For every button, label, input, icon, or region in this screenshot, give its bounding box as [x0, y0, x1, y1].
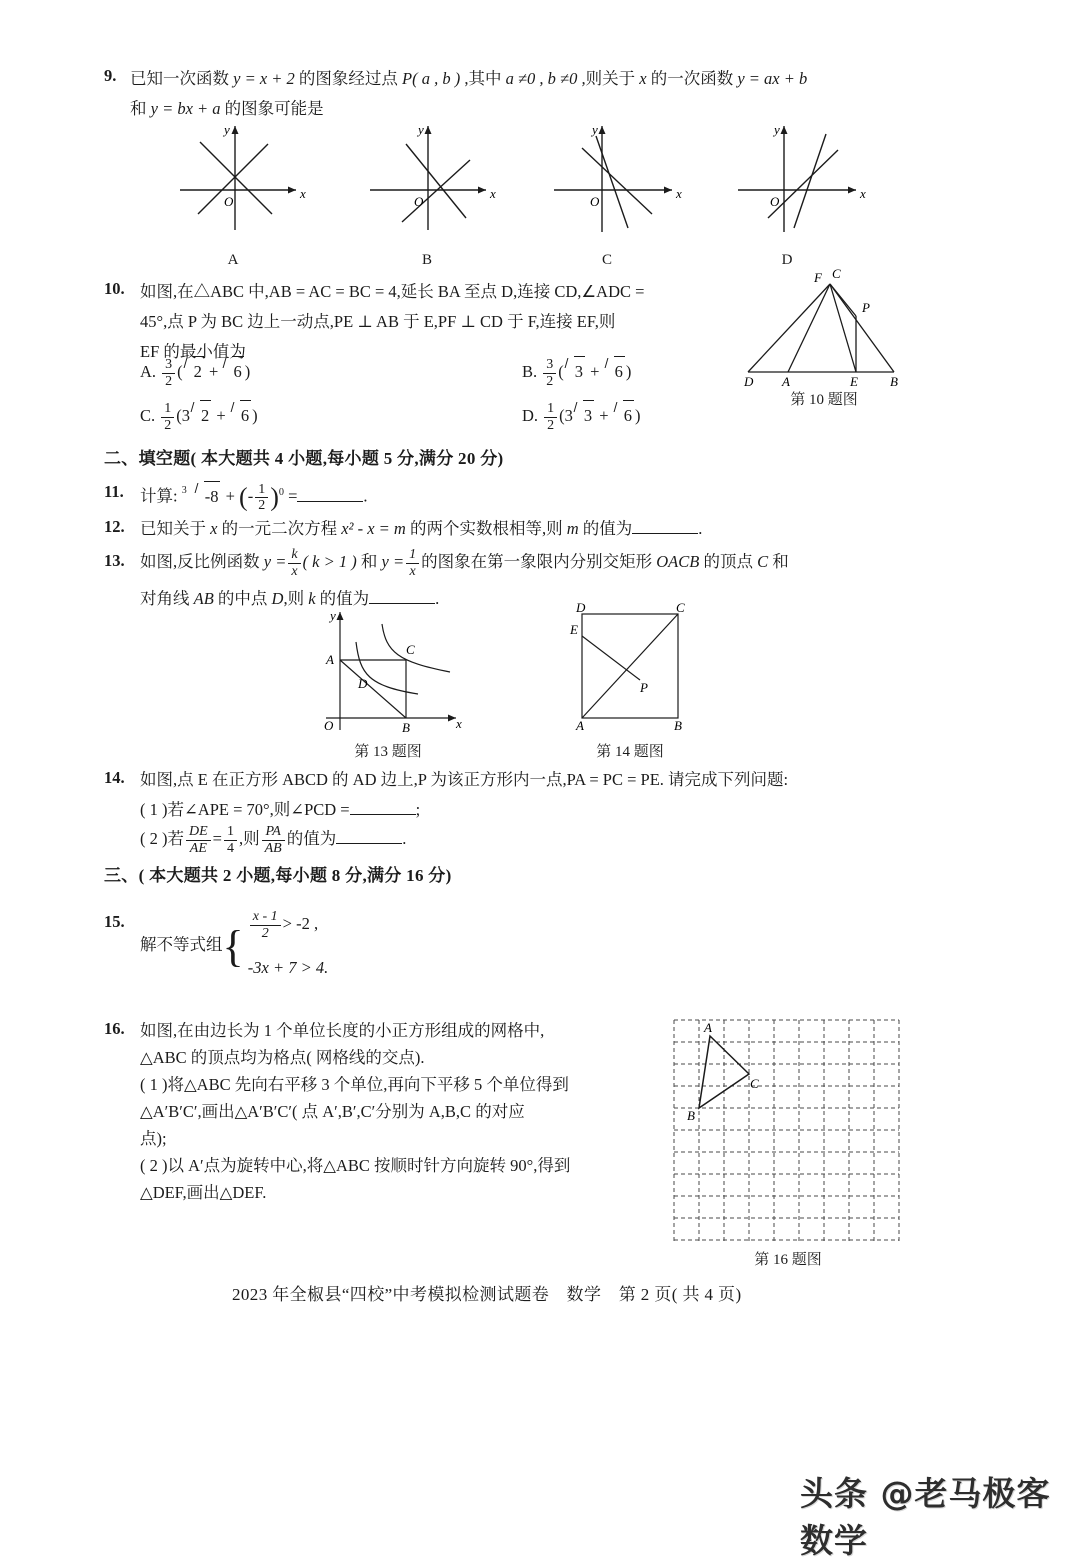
- question-9-number: 9.: [104, 66, 117, 85]
- q12-text-c: 的两个实数根相等,则: [405, 519, 567, 538]
- question-14-sub1: [140, 795, 420, 825]
- question-11-number: 11.: [104, 482, 124, 501]
- question-16-line1: 如图,在由边长为 1 个单位长度的小正方形组成的网格中,: [140, 1021, 545, 1040]
- q10-opt-d-key: D.: [522, 406, 539, 425]
- q14-label-D: D: [576, 600, 586, 615]
- q14-sub2-tail: .: [402, 829, 407, 848]
- q13-fraction-k-x: $\frac{k}{x}$: [288, 547, 300, 579]
- q13-answer-blank[interactable]: [369, 588, 435, 604]
- q13-mid-d: D: [271, 589, 284, 608]
- q9-text-b: 的图象经过点: [294, 69, 403, 88]
- q9b-origin-label: O: [414, 194, 424, 209]
- q9c-origin-label: O: [590, 194, 600, 209]
- q13-figure-caption: 第 13 题图: [354, 744, 422, 760]
- q10-opt-b-coef: $\frac{3}{2}$: [543, 357, 556, 389]
- page-footer: 2023 年全椒县“四校”中考模拟检测试题卷 数学 第 2 页( 共 4 页): [232, 1285, 742, 1304]
- q14-sub2-text-c: 的值为: [286, 829, 337, 848]
- q13-text-c: 的图象在第一象限内分别交矩形: [421, 552, 657, 571]
- q11-cube-root: 3 -8: [182, 481, 222, 512]
- q9-eq1: y = x + 2: [233, 69, 295, 88]
- q13-y-label: y: [330, 608, 336, 623]
- q14-label-B: B: [674, 718, 682, 733]
- q9c-y-label: y: [592, 122, 598, 137]
- q13-x-label: x: [456, 716, 462, 731]
- q13-label-O: O: [324, 718, 334, 733]
- q9-text-c: ,其中: [460, 69, 506, 88]
- q9-graph-c: [548, 118, 688, 238]
- q14-label-E: E: [570, 622, 578, 637]
- q10-label-B: B: [890, 374, 898, 389]
- q10-opt-b-rad1: 3: [565, 356, 585, 387]
- question-10-number: 10.: [104, 279, 125, 298]
- q13-line2-c: ,则: [283, 589, 309, 608]
- q10-opt-a-rad1: 2: [184, 356, 204, 387]
- q13-line2-a: 对角线: [140, 589, 194, 608]
- q15-inequality-2: -3x + 7 > 4.: [247, 958, 329, 978]
- q9-choice-label-a: A: [227, 252, 239, 268]
- q10-label-F: F: [814, 270, 822, 285]
- q13-figure: [306, 604, 466, 734]
- question-16-line3: ( 1 )将△ABC 先向右平移 3 个单位,再向下平移 5 个单位得到: [140, 1075, 569, 1094]
- q9-text-e: 的一次函数: [646, 69, 738, 88]
- q12-var-x: x: [210, 519, 218, 538]
- q9-graph-d: [732, 118, 872, 238]
- q12-text-b: 的一元二次方程: [217, 519, 342, 538]
- q10-label-A: A: [782, 374, 790, 389]
- question-10-line3: EF 的最小值为: [140, 342, 246, 361]
- q12-var-m: m: [566, 519, 579, 538]
- q13-text-a: 如图,反比例函数: [140, 552, 264, 571]
- q9-line2-eq: y = bx + a: [150, 99, 221, 118]
- q9-point-p: P( a , b ): [402, 69, 461, 88]
- q11-fraction: $\frac{1}{2}$: [255, 482, 268, 514]
- q16-figure: [670, 1016, 908, 1248]
- q10-opt-c-coef: $\frac{1}{2}$: [161, 401, 174, 433]
- q13-tail: .: [435, 589, 440, 608]
- q16-figure-caption: 第 16 题图: [754, 1252, 822, 1268]
- q15-inequality-1: $\frac{x - 1}{2}$ > -2 ,: [248, 909, 328, 941]
- q14-label-P: P: [640, 680, 648, 695]
- q16-label-C: C: [750, 1076, 759, 1091]
- question-14-line1: 如图,点 E 在正方形 ABCD 的 AD 边上,P 为该正方形内一点,PA = PC = PE. 请完成下列问题:: [140, 770, 789, 789]
- q9-choice-label-d: D: [781, 252, 793, 268]
- q9-var-x: x: [639, 69, 647, 88]
- q12-answer-blank[interactable]: [632, 518, 698, 534]
- q12-tail: .: [698, 519, 703, 538]
- question-12-body: [140, 514, 702, 544]
- q14-label-C: C: [676, 600, 685, 615]
- question-10-option-a[interactable]: A. $\frac{3}{2}$ ( 2 + 6 ): [140, 357, 251, 389]
- q9-eq2: y = ax + b: [737, 69, 808, 88]
- q13-y2-eq: y =: [381, 552, 405, 571]
- q9b-y-label: y: [418, 122, 424, 137]
- question-14-sub2: [140, 824, 406, 856]
- q13-text-d: 的顶点: [699, 552, 758, 571]
- q9-conditions: a ≠0 , b ≠0 ,: [505, 69, 586, 88]
- q10-label-E: E: [850, 374, 858, 389]
- question-13-number: 13.: [104, 551, 125, 570]
- q9a-y-label: y: [224, 122, 230, 137]
- q10-opt-c-pre: 3: [181, 406, 191, 425]
- q10-opt-b-rad2: 6: [605, 356, 625, 387]
- q14-sub2-text-b: ,则: [238, 829, 260, 848]
- q9-graph-a: [172, 118, 312, 238]
- q13-rect-name: OACB: [656, 552, 700, 571]
- q9-line2-b: 的图象可能是: [220, 99, 324, 118]
- q13-label-A: A: [326, 652, 334, 667]
- q11-tail: .: [363, 486, 368, 506]
- q12-text-d: 的值为: [578, 519, 633, 538]
- q9a-x-label: x: [300, 186, 306, 201]
- question-16-number: 16.: [104, 1019, 125, 1038]
- question-10-option-c[interactable]: C. $\frac{1}{2}$ (3 2 + 6 ): [140, 401, 258, 433]
- q10-opt-a-coef: $\frac{3}{2}$: [162, 357, 175, 389]
- q9a-origin-label: O: [224, 194, 234, 209]
- q12-equation: x² - x = m: [341, 519, 406, 538]
- q10-opt-a-key: A.: [140, 362, 157, 381]
- q13-condition: ( k > 1 ): [302, 552, 357, 571]
- q14-sub2-text-a: ( 2 )若: [140, 829, 184, 848]
- q13-text-b: 和: [356, 552, 382, 571]
- q10-opt-c-rad1: 2: [191, 400, 211, 431]
- q10-opt-c-rad2: 6: [231, 400, 251, 431]
- q13-var-k: k: [308, 589, 316, 608]
- question-16-line5: 点);: [140, 1129, 167, 1148]
- q10-opt-d-rad1: 3: [574, 400, 594, 431]
- q15-prefix: 解不等式组: [140, 934, 223, 954]
- q10-opt-d-rad2: 6: [614, 400, 634, 431]
- q9d-x-label: x: [860, 186, 866, 201]
- q13-line2-d: 的值为: [315, 589, 370, 608]
- q14-sub2-equals: =: [212, 829, 222, 848]
- q11-prefix: 计算:: [140, 486, 178, 506]
- q14-fraction-de-ae: $\frac{DE}{AE}$: [186, 824, 211, 856]
- watermark: 头条 @老马极客数学: [800, 1474, 1051, 1560]
- q9-choice-label-b: B: [421, 252, 432, 268]
- question-15-body: [140, 909, 328, 983]
- q11-answer-blank[interactable]: [297, 486, 363, 502]
- q14-sub1-blank[interactable]: [350, 799, 416, 815]
- q13-vertex-c: C: [757, 552, 769, 571]
- q16-label-A: A: [704, 1020, 712, 1035]
- q13-y-eq: y =: [263, 552, 287, 571]
- question-10-line2: 45°,点 P 为 BC 边上一动点,PE ⊥ AB 于 E,PF ⊥ CD 于 F,连接 EF,则: [140, 312, 616, 331]
- question-15-number: 15.: [104, 912, 125, 931]
- section-3-heading: 三、( 本大题共 2 小题,每小题 8 分,满分 16 分): [104, 866, 452, 885]
- q10-label-D: D: [744, 374, 754, 389]
- q14-sub1-tail: ;: [415, 800, 421, 819]
- q14-fraction-1-4: $\frac{1}{4}$: [224, 824, 237, 856]
- q11-exponent: 0: [278, 487, 284, 498]
- q13-diag-ab: AB: [193, 589, 214, 608]
- q11-minus: -: [247, 486, 254, 506]
- q10-opt-b-key: B.: [522, 362, 538, 381]
- question-16-line4: △A′B′C′,画出△A′B′C′( 点 A′,B′,C′分别为 A,B,C 的对应: [140, 1102, 525, 1121]
- q9d-y-label: y: [774, 122, 780, 137]
- q9-text-d: 则关于: [585, 69, 640, 88]
- q16-label-B: B: [687, 1108, 695, 1123]
- q10-opt-a-rad2: 6: [223, 356, 243, 387]
- q14-sub1-text: ( 1 )若∠APE = 70°,则∠PCD =: [140, 800, 350, 819]
- q15-frac-x-minus-1: $\frac{x - 1}{2}$: [250, 909, 281, 941]
- question-11-body: 计算: 3 -8 + (- $\frac{1}{2}$ )$^0$ = .: [140, 481, 368, 514]
- question-12-number: 12.: [104, 517, 125, 536]
- question-14-number: 14.: [104, 768, 125, 787]
- q11-plus: +: [225, 486, 235, 506]
- q13-label-B: B: [402, 720, 410, 735]
- q10-opt-d-coef: $\frac{1}{2}$: [544, 401, 557, 433]
- q9b-x-label: x: [490, 186, 496, 201]
- q10-figure-caption: 第 10 题图: [790, 392, 858, 408]
- q9-text-a: 已知一次函数: [130, 69, 234, 88]
- q13-line2-b: 的中点: [213, 589, 272, 608]
- q10-opt-d-pre: 3: [564, 406, 573, 425]
- q10-opt-c-key: C.: [140, 406, 156, 425]
- question-16-line2: △ABC 的顶点均为格点( 网格线的交点).: [140, 1048, 425, 1067]
- question-16-line7: △DEF,画出△DEF.: [140, 1183, 267, 1202]
- q10-label-C: C: [832, 266, 841, 281]
- q9-graph-b: [362, 118, 502, 238]
- q14-fraction-pa-ab: $\frac{PA}{AB}$: [262, 824, 285, 856]
- question-16-line6: ( 2 )以 A′点为旋转中心,将△ABC 按顺时针方向旋转 90°,得到: [140, 1156, 571, 1175]
- question-9-line1: [130, 64, 920, 94]
- q13-text-e: 和: [768, 552, 789, 571]
- question-10-line1: 如图,在△ABC 中,AB = AC = BC = 4,延长 BA 至点 D,连接 CD,∠ADC =: [140, 282, 645, 301]
- q15-brace: {: [222, 921, 244, 971]
- q10-figure: [736, 268, 912, 388]
- q12-text-a: 已知关于: [140, 519, 211, 538]
- q13-label-D: D: [358, 676, 368, 691]
- q9-choice-label-c: C: [601, 252, 612, 268]
- q13-label-C: C: [406, 642, 415, 657]
- q11-equals: =: [288, 486, 298, 506]
- q9d-origin-label: O: [770, 194, 780, 209]
- q10-label-P: P: [862, 300, 870, 315]
- section-2-heading: 二、填空题( 本大题共 4 小题,每小题 5 分,满分 20 分): [104, 449, 504, 468]
- q14-label-A: A: [576, 718, 584, 733]
- q14-sub2-blank[interactable]: [336, 828, 402, 844]
- q14-figure: [556, 600, 706, 734]
- q14-figure-caption: 第 14 题图: [596, 744, 664, 760]
- question-10-option-b[interactable]: B. $\frac{3}{2}$ ( 3 + 6 ): [522, 357, 632, 389]
- q13-fraction-1-x: $\frac{1}{x}$: [406, 547, 419, 579]
- q9-line2-a: 和: [130, 99, 151, 118]
- q9c-x-label: x: [676, 186, 682, 201]
- question-10-option-d[interactable]: D. $\frac{1}{2}$ (3 3 + 6 ): [522, 401, 641, 433]
- question-13-line1: [140, 547, 789, 579]
